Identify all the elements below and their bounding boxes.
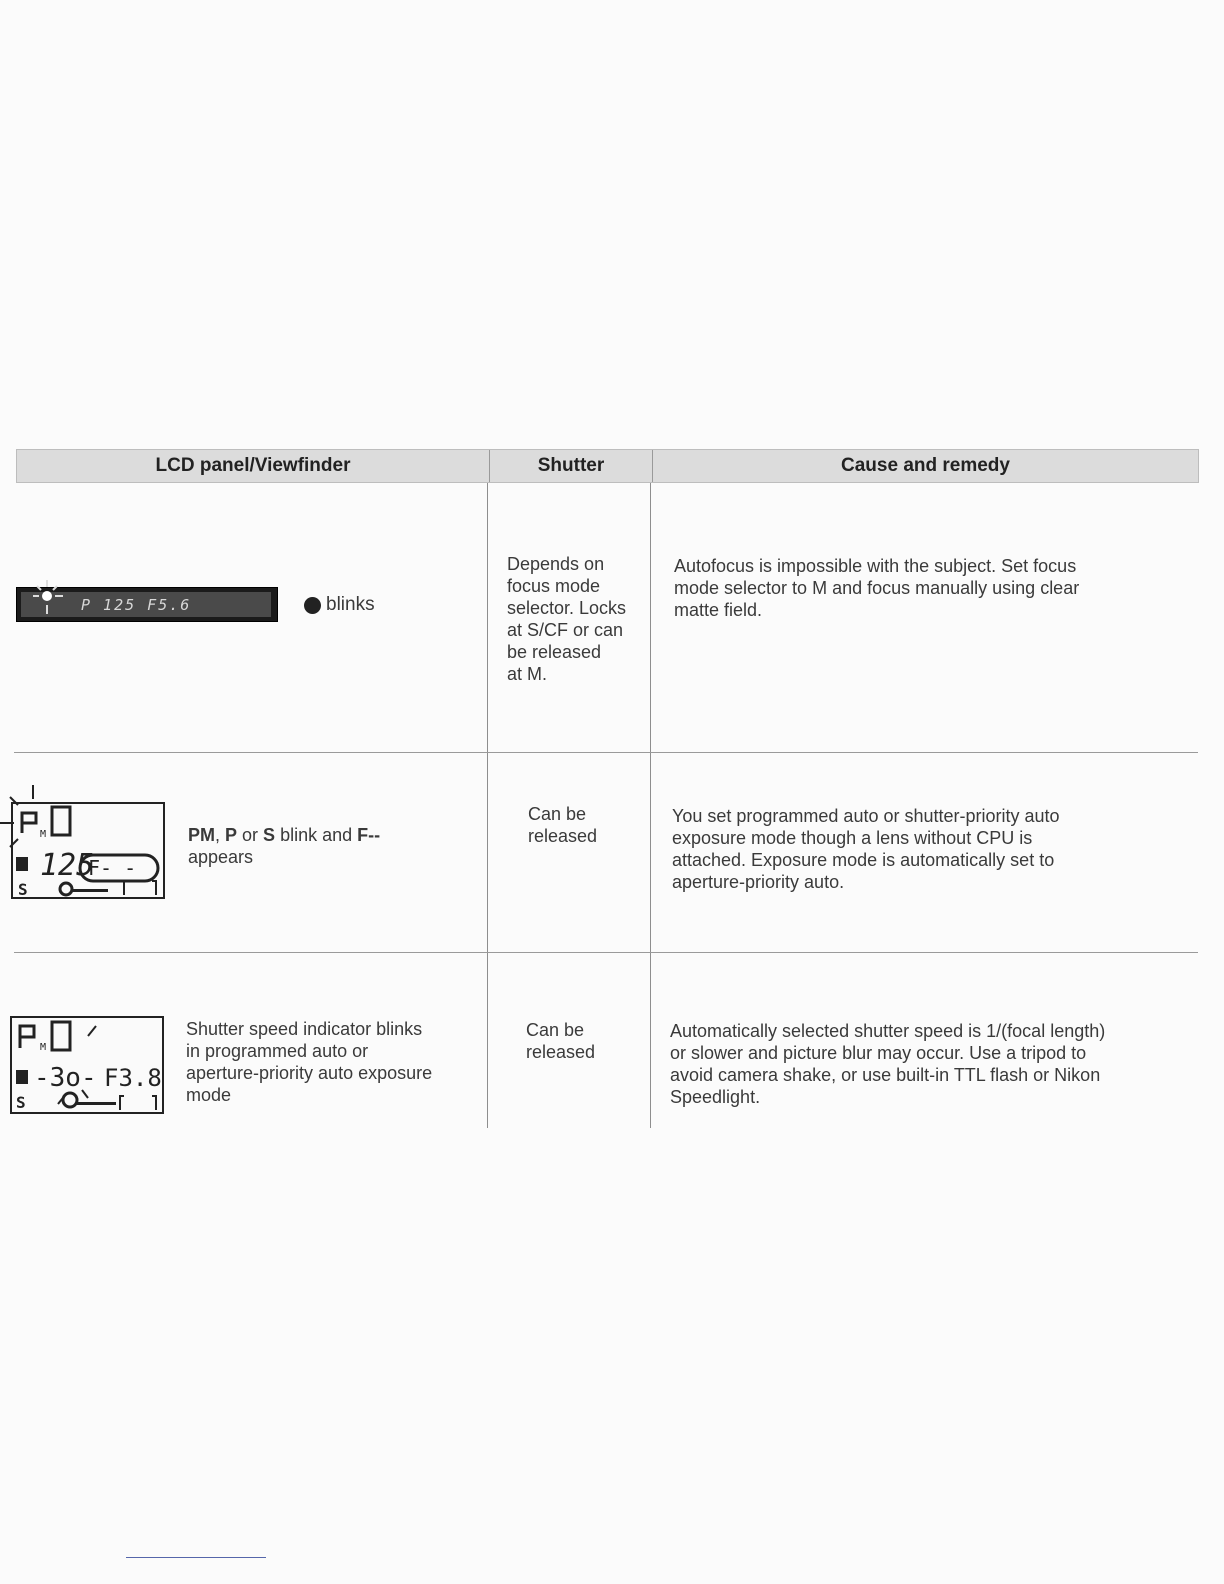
row2-description <box>188 802 380 868</box>
lcd-panel-illustration <box>8 1014 168 1116</box>
viewfinder-readout: P 125 F5.6 <box>81 596 192 614</box>
lcd-panel-illustration <box>0 785 172 901</box>
desc-mid: blink and <box>275 825 358 845</box>
focus-dot-icon <box>304 597 321 614</box>
header-shutter: Shutter <box>537 455 605 476</box>
row-divider <box>14 752 1198 753</box>
shutter-speed-readout: -3o- <box>34 1063 97 1093</box>
svg-text:M: M <box>40 1042 47 1053</box>
remedy-cell: You set programmed auto or shutter-priority auto exposure mode though a lens without CPU is attached. Exposure mode is automatically set to aperture-priority auto. <box>672 806 1060 892</box>
shutter-cell: Can be released <box>528 804 598 846</box>
remedy-cell: Automatically selected shutter speed is 1/(focal length) or slower and picture blur may occur. Use a tripod to avoid camera shake, or use built-in TTL flash or Nikon Speedlight. <box>670 1021 1106 1107</box>
f-label: F-- <box>357 825 381 845</box>
footer-underline <box>126 1557 266 1558</box>
svg-text:S: S <box>16 1093 26 1112</box>
shutter-cell: Can be released <box>526 1020 596 1062</box>
viewfinder-display <box>16 587 278 622</box>
shutter-cell: Depends on focus mode selector. Locks at S/CF or can be released at M. <box>507 554 627 684</box>
header-cause-remedy: Cause and remedy <box>841 455 1010 476</box>
focus-indicator-blink-icon <box>31 578 71 633</box>
remedy-cell: Autofocus is impossible with the subject. Set focus mode selector to M and focus manually using clear matte field. <box>674 556 1080 620</box>
desc-sep: , <box>215 825 226 845</box>
p-label: P <box>225 825 238 845</box>
column-divider <box>487 483 488 1128</box>
pm-label: PM <box>188 825 215 845</box>
row3-description: Shutter speed indicator blinks in programmed auto or aperture-priority auto exposure mode <box>186 1019 433 1105</box>
column-divider <box>650 483 651 1128</box>
desc-end: appears <box>188 847 254 867</box>
row-divider <box>14 952 1198 953</box>
shutter-speed-readout: 125 <box>40 848 95 883</box>
s-label: S <box>263 825 276 845</box>
aperture-readout: F- - <box>88 856 137 880</box>
mode-sub-label: M <box>40 829 47 840</box>
blinks-label: blinks <box>326 594 375 615</box>
header-lcd-panel: LCD panel/Viewfinder <box>155 455 351 476</box>
desc-or: or <box>237 825 264 845</box>
svg-text:S: S <box>18 880 28 899</box>
table-header <box>16 449 1199 483</box>
aperture-readout: F3.8 <box>104 1064 162 1092</box>
